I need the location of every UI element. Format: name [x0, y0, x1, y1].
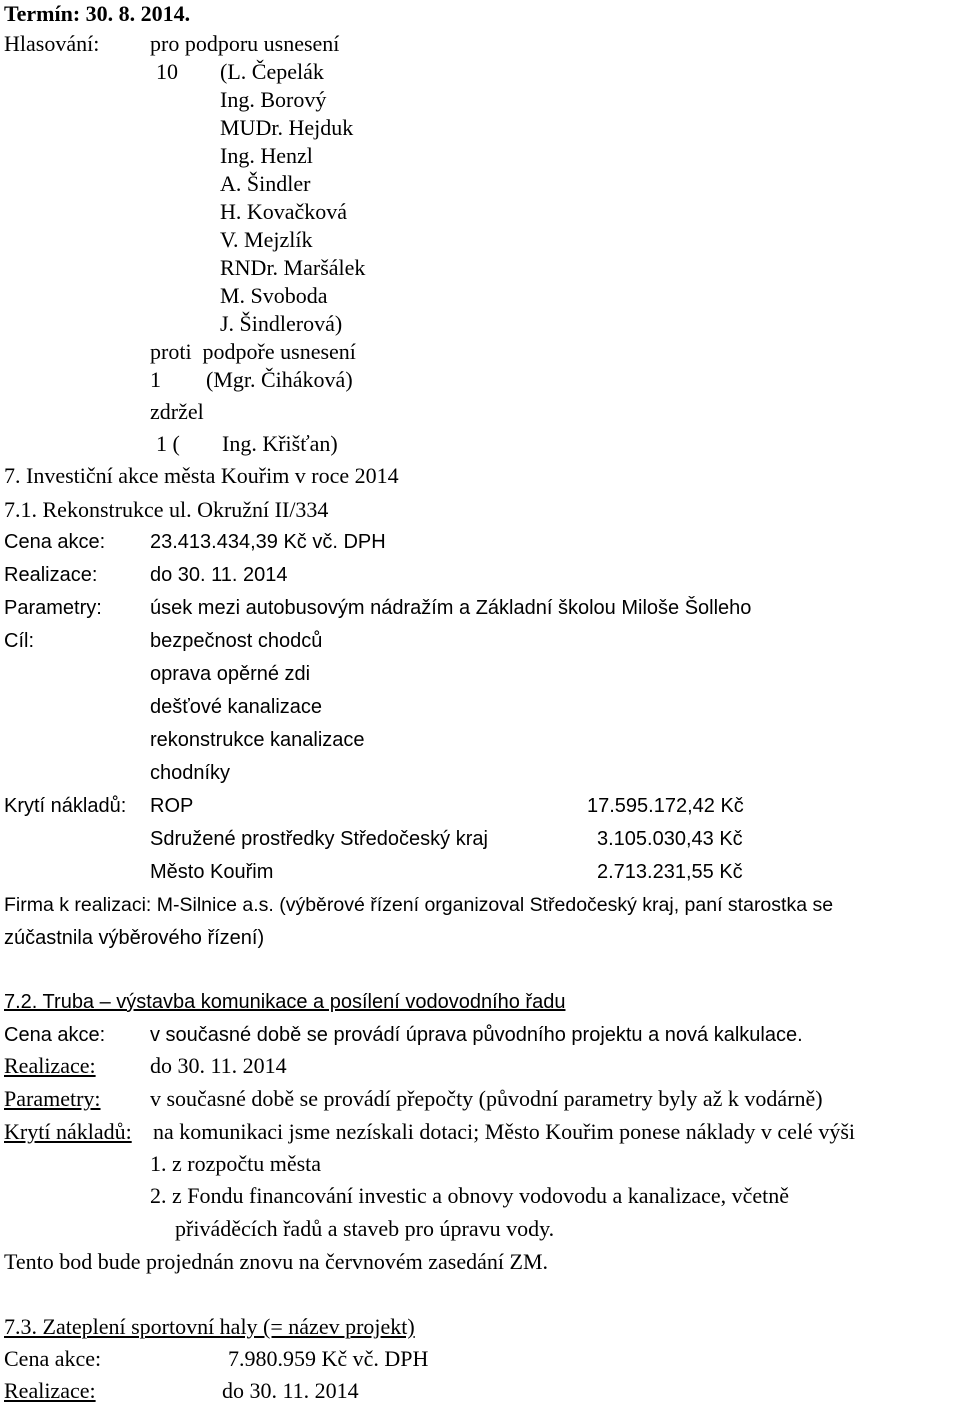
- vote-abstain-names: Ing. Křišťan): [222, 431, 338, 456]
- s71-funding-amount: 17.595.172,42 Kč: [587, 795, 744, 817]
- section-7-1-title: 7.1. Rekonstrukce ul. Okružní II/334: [4, 497, 329, 522]
- s72-item: 2. z Fondu financování investic a obnovy vodovodu a kanalizace, včetně: [150, 1183, 790, 1208]
- s72-cena-label: Cena akce:: [4, 1024, 106, 1046]
- vote-for-name: (L. Čepelák: [220, 59, 324, 84]
- s73-cena-value: 7.980.959 Kč vč. DPH: [228, 1346, 429, 1371]
- vote-for-name: H. Kovačková: [220, 199, 348, 224]
- vote-for-name: Ing. Borový: [220, 87, 327, 112]
- s73-realizace-label: Realizace:: [4, 1378, 96, 1403]
- s71-funding-source: Sdružené prostředky Středočeský kraj: [150, 828, 488, 850]
- termin-heading: Termín: 30. 8. 2014.: [4, 1, 191, 26]
- s72-item: přiváděcích řadů a staveb pro úpravu vody.: [175, 1216, 555, 1241]
- s72-item: 1. z rozpočtu města: [150, 1151, 322, 1176]
- vote-for-name: A. Šindler: [220, 171, 311, 196]
- s71-funding-source: Město Kouřim: [150, 861, 274, 883]
- vote-for-name: MUDr. Hejduk: [220, 115, 354, 140]
- section-7-2-title: 7.2. Truba – výstavba komunikace a posílení vodovodního řadu: [4, 991, 566, 1013]
- section-7-3-title: 7.3. Zateplení sportovní haly (= název projekt): [4, 1314, 415, 1339]
- s71-cena-value: 23.413.434,39 Kč vč. DPH: [150, 531, 386, 553]
- s73-realizace-value: do 30. 11. 2014: [222, 1378, 359, 1403]
- vote-for-count: 10: [156, 59, 178, 84]
- s73-cena-label: Cena akce:: [4, 1346, 102, 1371]
- s71-cil-label: Cíl:: [4, 630, 34, 652]
- vote-for-name: V. Mejzlík: [220, 227, 313, 252]
- vote-for-name: Ing. Henzl: [220, 143, 313, 168]
- vote-label: Hlasování:: [4, 31, 100, 56]
- s72-parametry-label: Parametry:: [4, 1086, 101, 1111]
- vote-against-label: proti podpoře usnesení: [150, 339, 356, 364]
- s71-cil-item: dešťové kanalizace: [150, 696, 323, 718]
- s71-cil-item: oprava opěrné zdi: [150, 663, 311, 685]
- vote-against-names: (Mgr. Čiháková): [206, 367, 353, 392]
- s71-funding-source: ROP: [150, 795, 194, 817]
- s71-firma-line: Firma k realizaci: M-Silnice a.s. (výběrové řízení organizoval Středočeský kraj, paní starostka se: [4, 894, 834, 916]
- s71-cil-item: bezpečnost chodců: [150, 630, 323, 652]
- s72-cena-value: v současné době se provádí úprava původního projektu a nová kalkulace.: [150, 1024, 803, 1046]
- s71-parametry-value: úsek mezi autobusovým nádražím a Základní školou Miloše Šolleho: [150, 597, 752, 619]
- vote-for-name: RNDr. Maršálek: [220, 255, 366, 280]
- s71-kryti-label: Krytí nákladů:: [4, 795, 127, 817]
- s72-kryti-label: Krytí nákladů:: [4, 1119, 132, 1144]
- s71-parametry-label: Parametry:: [4, 597, 102, 619]
- vote-for-name: M. Svoboda: [220, 283, 328, 308]
- s71-cena-label: Cena akce:: [4, 531, 106, 553]
- vote-abstain-label: zdržel: [150, 399, 204, 424]
- s71-realizace-value: do 30. 11. 2014: [150, 564, 288, 586]
- section-7-title: 7. Investiční akce města Kouřim v roce 2014: [4, 463, 399, 488]
- vote-for-name: J. Šindlerová): [220, 311, 343, 336]
- s72-kryti-value: na komunikaci jsme nezískali dotaci; Město Kouřim ponese náklady v celé výši: [153, 1119, 855, 1144]
- s71-cil-item: chodníky: [150, 762, 231, 784]
- vote-against-count: 1: [150, 367, 161, 392]
- vote-abstain-count: 1 (: [156, 431, 180, 456]
- s71-funding-amount: 3.105.030,43 Kč: [597, 828, 743, 850]
- s71-realizace-label: Realizace:: [4, 564, 98, 586]
- s71-firma-line: zúčastnila výběrového řízení): [4, 927, 265, 949]
- s71-funding-amount: 2.713.231,55 Kč: [597, 861, 743, 883]
- vote-for-label: pro podporu usnesení: [150, 31, 340, 56]
- s72-realizace-value: do 30. 11. 2014: [150, 1053, 287, 1078]
- s72-parametry-value: v současné době se provádí přepočty (původní parametry byly až k vodárně): [150, 1086, 823, 1111]
- s72-realizace-label: Realizace:: [4, 1053, 96, 1078]
- s72-note: Tento bod bude projednán znovu na červnovém zasedání ZM.: [4, 1249, 549, 1274]
- s71-cil-item: rekonstrukce kanalizace: [150, 729, 365, 751]
